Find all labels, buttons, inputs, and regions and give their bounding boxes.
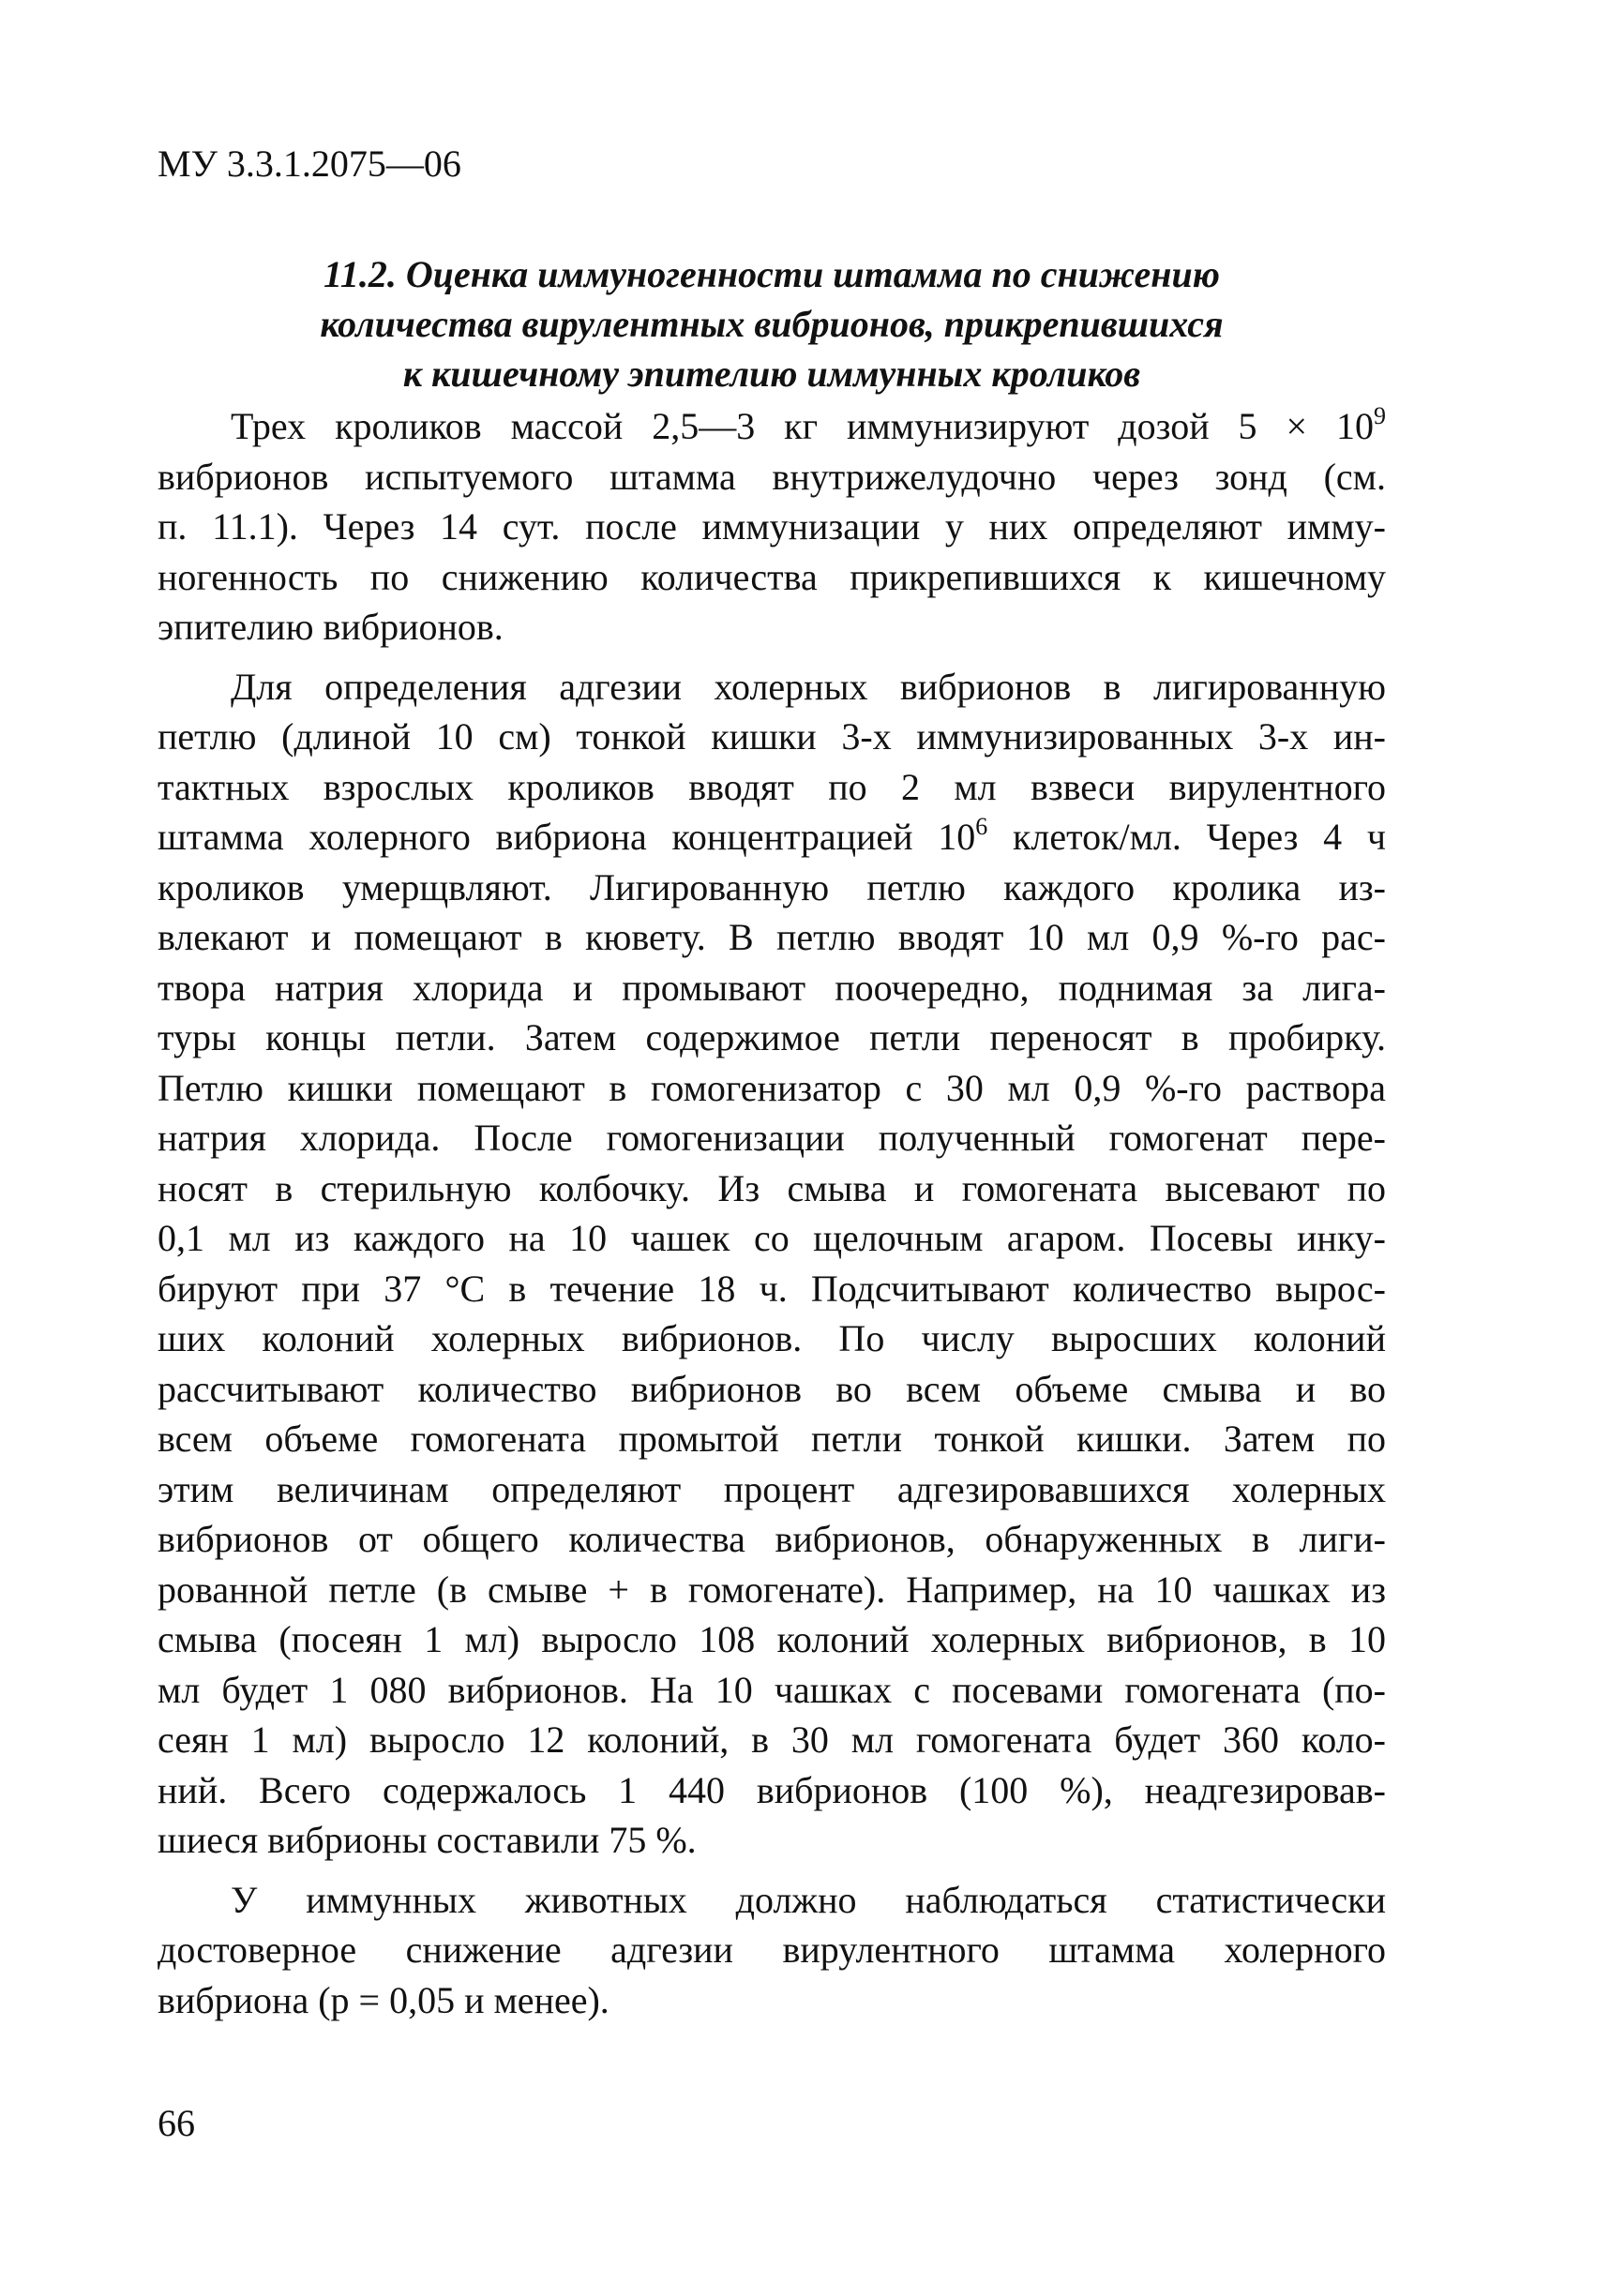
text-line: туры концы петли. Затем содержимое петли переносят в пробирку. (158, 1016, 1386, 1058)
body-text (158, 401, 1386, 2025)
text-line: штамма холерного вибриона концентрацией $10^6$ клеток/мл. Через 4 ч (158, 813, 1386, 858)
text-line: вибрионов испытуемого штамма внутрижелудочно через зонд (см. (158, 455, 1386, 498)
text-line: 0,1 мл из каждого на 10 чашек со щелочным агаром. Посевы инку- (158, 1217, 1386, 1259)
section-title-line: 11.2. Оценка иммуногенности штамма по снижению (324, 253, 1220, 295)
text-line: вибриона (р = 0,05 и менее). (158, 1978, 609, 2021)
text-line: рованной петле (в смыве + в гомогенате). Например, на 10 чашках из (158, 1568, 1386, 1611)
text-line: тактных взрослых кроликов вводят по 2 мл взвеси вирулентного (158, 765, 1386, 808)
text-line: ний. Всего содержалось 1 440 вибрионов (100 %), неадгезировав- (158, 1768, 1386, 1811)
text-line: натрия хлорида. После гомогенизации полученный гомогенат пере- (158, 1117, 1386, 1159)
text-line: Для определения адгезии холерных вибрионов в лигированную (231, 665, 1386, 708)
text-line: Трех кроликов массой 2,5—3 кг иммунизируют дозой $5 \times 10^9$ (231, 402, 1386, 447)
text-line: эпителию вибрионов. (158, 606, 504, 648)
text-line: п. 11.1). Через 14 сут. после иммунизации у них определяют имму- (158, 505, 1386, 548)
text-line: носят в стерильную колбочку. Из смыва и гомогената высевают по (158, 1166, 1386, 1209)
text-line: вибрионов от общего количества вибрионов, обнаруженных в лиги- (158, 1518, 1386, 1560)
text-line: всем объеме гомогената промытой петли тонкой кишки. Затем по (158, 1418, 1386, 1460)
text-line: рассчитывают количество вибрионов во всем объеме смыва и во (158, 1367, 1386, 1410)
text-line: ших колоний холерных вибрионов. По числу выросших колоний (158, 1317, 1386, 1359)
text-line: ногенность по снижению количества прикрепившихся к кишечному (158, 555, 1386, 598)
text-line: петлю (длиной 10 см) тонкой кишки 3-х иммунизированных 3-х ин- (158, 715, 1386, 758)
text-line: твора натрия хлорида и промывают поочередно, поднимая за лига- (158, 966, 1386, 1009)
paragraph-conclusion (158, 1875, 1386, 2026)
text-line: этим величинам определяют процент адгезировавшихся холерных (158, 1467, 1386, 1510)
section-title-line: к кишечному эпителию иммунных кроликов (402, 353, 1141, 395)
page-number: 66 (158, 2102, 195, 2144)
section-title (158, 249, 1386, 398)
text-line: кроликов умерщвляют. Лигированную петлю каждого кролика из- (158, 865, 1386, 908)
text-line: достоверное снижение адгезии вирулентного штамма холерного (158, 1928, 1386, 1971)
text-line: сеян 1 мл) выросло 12 колоний, в 30 мл гомогената будет 360 коло- (158, 1718, 1386, 1761)
exponent: 6 (975, 813, 988, 840)
text-line: смыва (посеян 1 мл) выросло 108 колоний холерных вибрионов, в 10 (158, 1618, 1386, 1660)
document-code: МУ 3.3.1.2075—06 (158, 143, 461, 185)
text-line: У иммунных животных должно наблюдаться статистически (231, 1878, 1386, 1921)
section-title-line: количества вирулентных вибрионов, прикрепившихся (320, 303, 1224, 345)
exponent: 9 (1374, 402, 1386, 429)
paragraph-immunization (158, 401, 1386, 653)
text-line: Петлю кишки помещают в гомогенизатор с 30 мл 0,9 %-го раствора (158, 1066, 1386, 1109)
text-line: мл будет 1 080 вибрионов. На 10 чашках с посевами гомогената (по- (158, 1668, 1386, 1711)
paragraph-adhesion-method (158, 662, 1386, 1866)
text-line: бируют при 37 °С в течение 18 ч. Подсчитывают количество вырос- (158, 1267, 1386, 1310)
text-line: шиеся вибрионы составили 75 %. (158, 1819, 697, 1861)
text-line: влекают и помещают в кювету. В петлю вводят 10 мл 0,9 %-го рас- (158, 916, 1386, 958)
